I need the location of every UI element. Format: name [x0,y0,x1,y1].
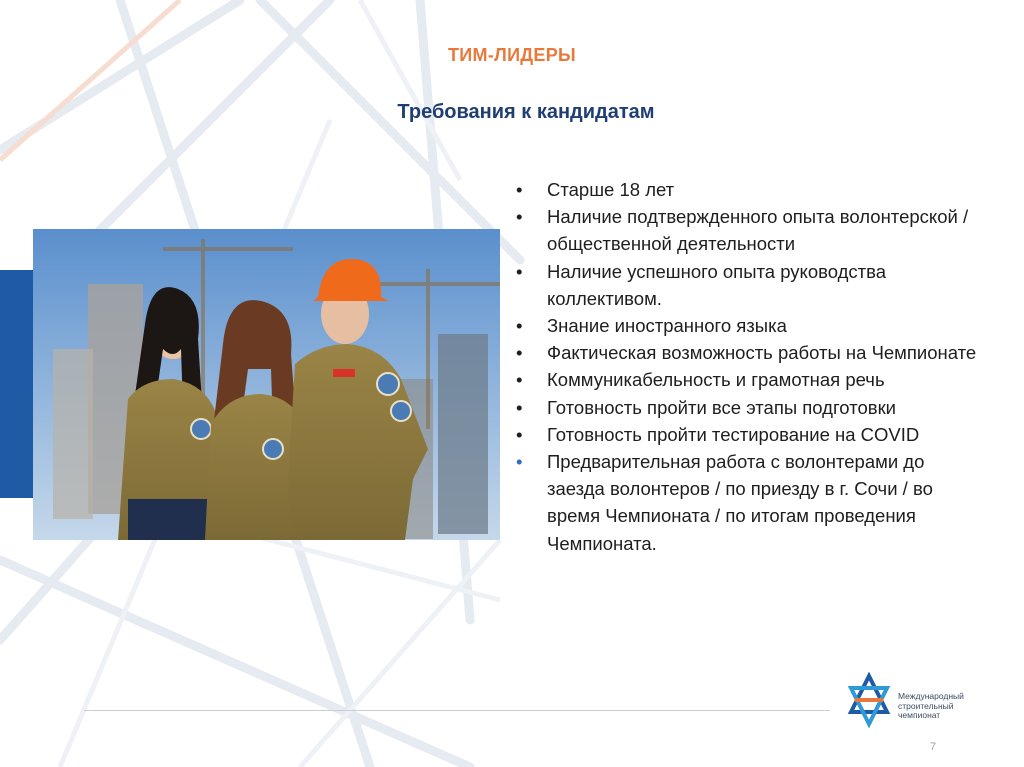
slide-subtitle: Требования к кандидатам [397,101,655,123]
championship-logo [845,672,995,728]
left-accent-bar [0,270,33,498]
footer-divider [84,710,830,711]
list-item: • Фактическая возможность работы на Чемпионате [512,339,982,366]
list-item: • Наличие успешного опыта руководства коллективом. [512,258,982,312]
list-item: • Коммуникабельность и грамотная речь [512,366,982,393]
logo-text-line: чемпионат [898,710,941,720]
volunteers-photo [33,229,500,540]
list-item: • Готовность пройти все этапы подготовки [512,394,982,421]
logo-text-line: Международный [898,691,964,701]
list-item: • Готовность пройти тестирование на COVID [512,421,982,448]
list-item: • Старше 18 лет [512,176,982,203]
logo-text-line: строительный [898,700,954,711]
list-item: • Знание иностранного языка [512,312,982,339]
list-item: • Предварительная работа с волонтерами до заезда волонтеров / по приезду в г. Сочи / во время Чемпионата / по итогам проведения Чемпионата. [512,448,982,557]
star-logo-icon [845,672,893,728]
requirements-list [512,176,982,557]
page-number: 7 [930,741,937,753]
list-item: • Наличие подтвержденного опыта волонтерской / общественной деятельности [512,203,982,257]
slide-title: ТИМ-ЛИДЕРЫ [448,45,576,65]
